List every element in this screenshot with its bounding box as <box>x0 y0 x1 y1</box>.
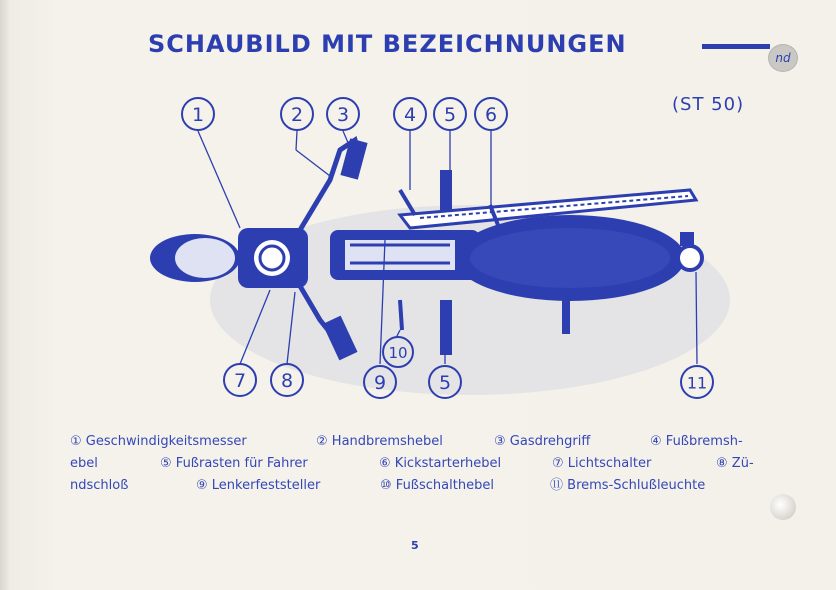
legend-item-1 <box>70 431 247 453</box>
callout-4 <box>394 98 426 130</box>
legend-text: Lenkerfeststeller <box>211 478 321 493</box>
page-title: SCHAUBILD MIT BEZEICHNUNGEN <box>148 30 627 58</box>
legend-num: ⑥ <box>379 456 391 471</box>
svg-text:1: 1 <box>191 104 205 126</box>
legend-text: ndschloß <box>70 478 129 493</box>
svg-text:5: 5 <box>438 372 452 394</box>
legend-text: Zü- <box>731 456 754 471</box>
legend-text: Fußschalthebel <box>395 478 494 493</box>
svg-text:11: 11 <box>686 373 708 393</box>
legend-item-7 <box>552 453 651 475</box>
legend-item-3 <box>494 431 590 453</box>
legend-item-4 <box>650 431 743 453</box>
legend-num: ⑤ <box>160 456 172 471</box>
svg-text:6: 6 <box>484 104 498 126</box>
svg-text:7: 7 <box>233 370 247 392</box>
legend-text: Brems-Schlußleuchte <box>567 478 706 493</box>
legend-item-8-cont <box>70 475 128 497</box>
brand-logo: nd <box>768 44 798 72</box>
callout-1 <box>182 98 214 130</box>
callout-3 <box>327 98 359 130</box>
legend-text: ebel <box>70 456 98 471</box>
legend-text: Geschwindigkeitsmesser <box>85 434 247 449</box>
svg-text:4: 4 <box>403 104 417 126</box>
svg-text:5: 5 <box>443 104 457 126</box>
legend-num: ⑩ <box>380 478 392 493</box>
legend-text: Gasdrehgriff <box>509 434 591 449</box>
legend-num: ⑨ <box>196 478 208 493</box>
callout-2 <box>281 98 313 130</box>
callout-5-top <box>434 98 466 130</box>
page-number: 5 <box>411 539 419 552</box>
legend-item-4-cont <box>70 453 98 475</box>
legend-item-11 <box>550 475 705 497</box>
svg-text:2: 2 <box>290 104 304 126</box>
svg-text:3: 3 <box>336 104 350 126</box>
callout-7 <box>224 364 256 396</box>
legend-num: ② <box>316 434 328 449</box>
legend-item-8 <box>716 453 754 475</box>
legend-text: Handbremshebel <box>331 434 443 449</box>
legend-item-5 <box>160 453 308 475</box>
callout-8 <box>271 364 303 396</box>
callout-6 <box>475 98 507 130</box>
legend-item-10 <box>380 475 494 497</box>
legend-num: ① <box>70 434 82 449</box>
legend-num: ⑧ <box>716 456 728 471</box>
legend-num: ④ <box>650 434 662 449</box>
legend-item-9 <box>196 475 320 497</box>
binder-hole <box>770 494 796 520</box>
svg-text:8: 8 <box>280 370 294 392</box>
legend-num: ⑪ <box>550 478 564 493</box>
legend-item-6 <box>379 453 501 475</box>
legend-num: ⑦ <box>552 456 564 471</box>
legend-item-2 <box>316 431 443 453</box>
svg-text:9: 9 <box>373 372 387 394</box>
svg-text:10: 10 <box>388 344 408 362</box>
model-label: (ST 50) <box>672 94 745 115</box>
callout-11 <box>681 366 713 398</box>
legend-num: ③ <box>494 434 506 449</box>
legend-text: Fußrasten für Fahrer <box>175 456 308 471</box>
legend-text: Kickstarterhebel <box>394 456 502 471</box>
legend-text: Lichtschalter <box>567 456 652 471</box>
legend-text: Fußbremsh- <box>665 434 743 449</box>
